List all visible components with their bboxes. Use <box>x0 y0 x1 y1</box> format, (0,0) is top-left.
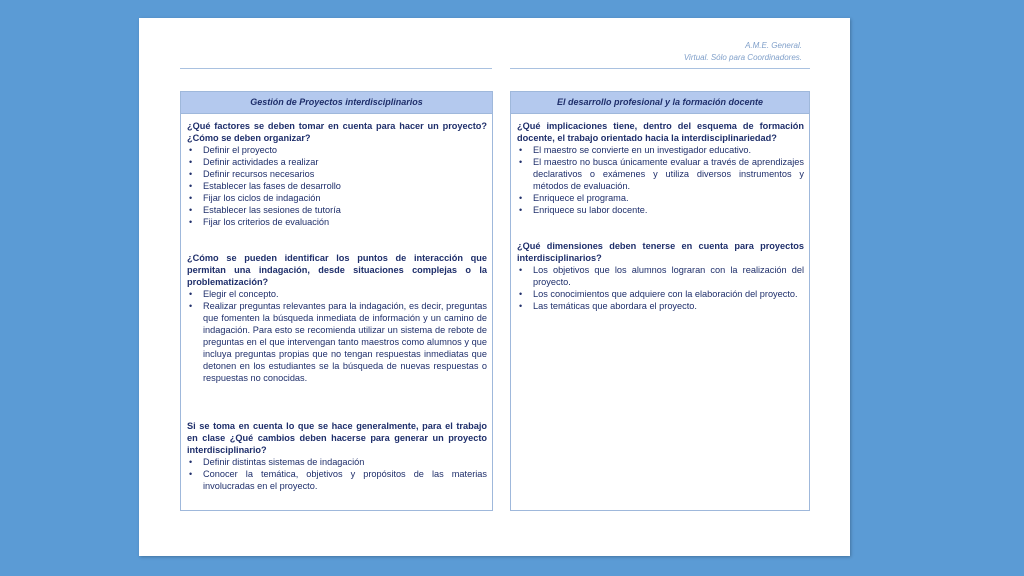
bullet-list <box>187 456 487 492</box>
left-column-body <box>181 114 492 492</box>
right-column-title: El desarrollo profesional y la formación docente <box>511 92 809 114</box>
right-column-box <box>510 91 810 511</box>
header-rule-right <box>510 68 810 69</box>
list-item: • Fijar los ciclos de indagación <box>203 192 487 204</box>
section-question: Si se toma en cuenta lo que se hace generalmente, para el trabajo en clase ¿Qué cambios deben hacerse para generar un proyecto interdisciplinario? <box>187 421 487 455</box>
list-item: • Los conocimientos que adquiere con la elaboración del proyecto. <box>533 288 804 300</box>
header-line-1: A.M.E. General. <box>745 41 802 50</box>
list-item: • Elegir el concepto. <box>203 288 487 300</box>
header-line-2: Virtual. Sólo para Coordinadores. <box>683 53 802 62</box>
list-item: • Definir el proyecto <box>203 144 487 156</box>
document-header <box>684 40 802 64</box>
list-item: • Las temáticas que abordara el proyecto. <box>533 300 804 312</box>
list-item: • Enriquece el programa. <box>533 192 804 204</box>
list-item: • Establecer las fases de desarrollo <box>203 180 487 192</box>
document-page <box>139 18 850 556</box>
header-rule-left <box>180 68 492 69</box>
section-question: ¿Qué implicaciones tiene, dentro del esquema de formación docente, el trabajo orientado hacia la interdisciplinariedad? <box>517 121 804 143</box>
list-item: • Definir distintas sistemas de indagación <box>203 456 487 468</box>
list-item: • Enriquece su labor docente. <box>533 204 804 216</box>
bullet-list <box>517 264 804 312</box>
section-question: ¿Qué dimensiones deben tenerse en cuenta para proyectos interdisciplinarios? <box>517 241 804 263</box>
bullet-list <box>187 144 487 228</box>
spacer <box>187 228 487 252</box>
list-item: • Establecer las sesiones de tutoría <box>203 204 487 216</box>
left-column-title: Gestión de Proyectos interdisciplinarios <box>181 92 492 114</box>
list-item: • Definir recursos necesarios <box>203 168 487 180</box>
list-item: • Los objetivos que los alumnos lograran con la realización del proyecto. <box>533 264 804 288</box>
bullet-list <box>187 288 487 384</box>
list-item: • Realizar preguntas relevantes para la indagación, es decir, preguntas que fomenten la búsqueda inmediata de información y un camino de indagación. Para esto se recomienda utilizar un sistema de rebote de preguntas en el que intervengan tanto maestros como alumnos y que incluya preguntas propias que no tengan respuestas inmediatas que detonen en los estudiantes se la búsqueda de nuevas respuestas o respuestas no conocidas. <box>203 300 487 384</box>
list-item: • Conocer la temática, objetivos y propósitos de las materias involucradas en el proyecto. <box>203 468 487 492</box>
list-item: • Definir actividades a realizar <box>203 156 487 168</box>
section-question: ¿Cómo se pueden identificar los puntos de interacción que permitan una indagación, desde situaciones complejas o la problematización? <box>187 253 487 287</box>
list-item: • El maestro no busca únicamente evaluar a través de aprendizajes declarativos o exámenes y utiliza diversos instrumentos y métodos de evaluación. <box>533 156 804 192</box>
right-column-body <box>511 114 809 312</box>
list-item: • Fijar los criterios de evaluación <box>203 216 487 228</box>
section-question: ¿Qué factores se deben tomar en cuenta para hacer un proyecto? ¿Cómo se deben organizar? <box>187 121 487 143</box>
spacer <box>517 216 804 240</box>
left-column-box <box>180 91 493 511</box>
bullet-list <box>517 144 804 216</box>
list-item: • El maestro se convierte en un investigador educativo. <box>533 144 804 156</box>
spacer <box>187 384 487 420</box>
